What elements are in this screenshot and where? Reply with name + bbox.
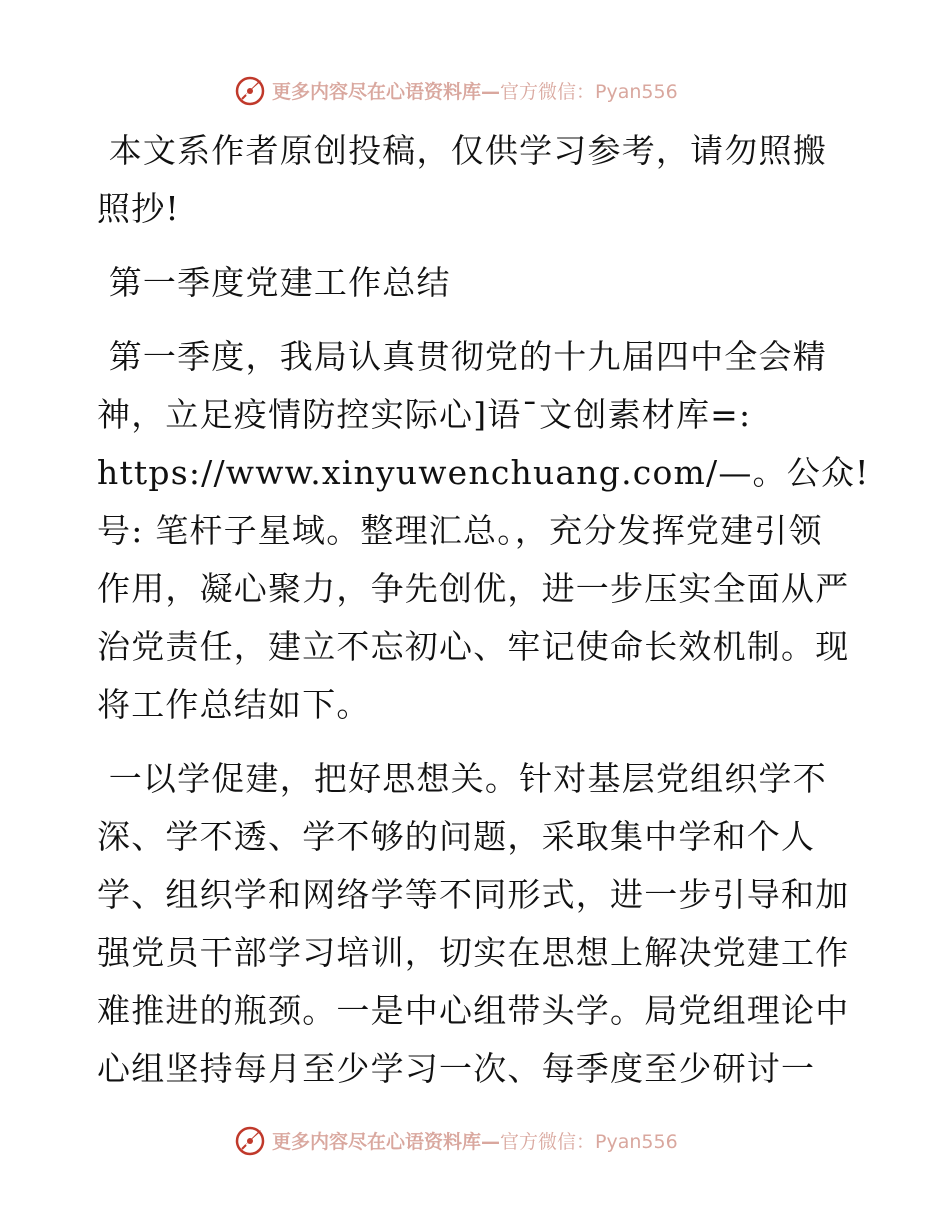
paragraph — [97, 328, 870, 734]
text-line: https://www.xinyuwenchuang.com/—。公众! — [97, 453, 870, 492]
text-line: 心组坚持每月至少学习一次、每季度至少研讨一 — [97, 1049, 816, 1088]
watermark-contact: 官方微信：Pyan556 — [500, 80, 678, 103]
paragraph-spacer — [97, 238, 857, 254]
watermark-text: 更多内容尽在心语资料库— — [272, 1130, 501, 1153]
text-line: 作用，凝心聚力，争先创优，进一步压实全面从严 — [97, 569, 850, 608]
document-body — [97, 122, 870, 1098]
watermark-contact: 官方微信：Pyan556 — [500, 1130, 678, 1153]
text-line: 号: 笔杆子星域。整理汇总。，充分发挥党建引领 — [97, 511, 823, 550]
paragraph-spacer — [97, 312, 857, 328]
text-line: 难推进的瓶颈。一是中心组带头学。局党组理论中 — [97, 991, 850, 1030]
text-line: 深、学不透、学不够的问题，采取集中学和个人 — [97, 817, 816, 856]
text-line: 第一季度党建工作总结 — [97, 263, 451, 302]
text-line: 神，立足疫情防控实际心]语¯文创素材库=: — [97, 395, 752, 434]
text-line: 一以学促建，把好思想关。针对基层党组织学不 — [97, 759, 827, 798]
text-line: 治党责任，建立不忘初心、牢记使命长效机制。现 — [97, 627, 850, 666]
text-line: 本文系作者原创投稿，仅供学习参考，请勿照搬 — [97, 131, 827, 170]
paragraph — [97, 254, 857, 312]
paragraph — [97, 122, 857, 238]
paragraph — [97, 750, 857, 1098]
footer-watermark — [234, 1120, 678, 1160]
text-line: 学、组织学和网络学等不同形式，进一步引导和加 — [97, 875, 850, 914]
quill-pen-logo-icon — [234, 73, 268, 107]
quill-pen-logo-icon — [234, 1123, 268, 1157]
paragraph-spacer — [97, 734, 857, 750]
text-line: 强党员干部学习培训，切实在思想上解决党建工作 — [97, 933, 850, 972]
text-line: 第一季度，我局认真贯彻党的十九届四中全会精 — [97, 337, 827, 376]
text-line: 将工作总结如下。 — [97, 685, 371, 724]
header-watermark — [234, 70, 678, 110]
text-line: 照抄! — [97, 189, 180, 228]
watermark-text: 更多内容尽在心语资料库— — [272, 80, 501, 103]
